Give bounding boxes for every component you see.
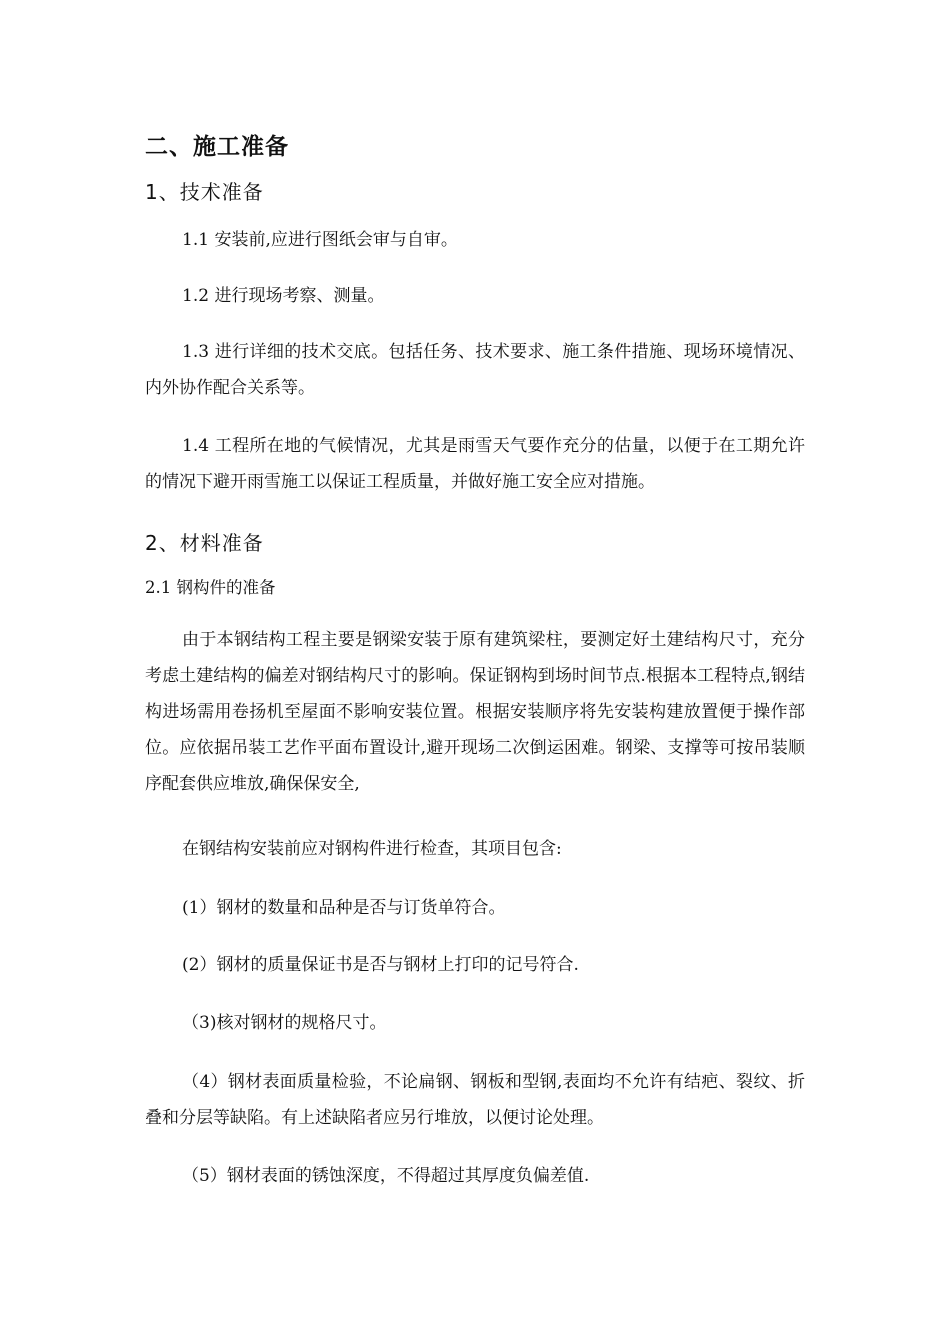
subsection-heading-materials: 2、材料准备 (145, 531, 264, 555)
paragraph-materials-body: 由于本钢结构工程主要是钢梁安装于原有建筑梁柱，要测定好土建结构尺寸，充分考虑土建结构的偏差对钢结构尺寸的影响。保证钢构到场时间节点.根据本工程特点,钢结构进场需用卷扬机至屋面不影响安装位置。根据安装顺序将先安装构建放置便于操作部位。应依据吊装工艺作平面布置设计,避开现场二次倒运困难。钢梁、支撑等可按吊装顺序配套供应堆放,确保保安全, (145, 630, 805, 794)
check-item-2: (2）钢材的质量保证书是否与钢材上打印的记号符合. (182, 955, 579, 975)
check-item-1: (1）钢材的数量和品种是否与订货单符合。 (182, 898, 506, 918)
section-title: 二、施工准备 (145, 134, 289, 160)
subsection-heading-2-1: 2.1 钢构件的准备 (145, 578, 276, 597)
paragraph-1-1: 1.1 安装前,应进行图纸会审与自审。 (182, 230, 458, 250)
check-item-4: （4）钢材表面质量检验，不论扁钢、钢板和型钢,表面均不允许有结疤、裂纹、折叠和分层等缺陷。有上述缺陷者应另行堆放，以便讨论处理。 (145, 1072, 805, 1128)
paragraph-1-4: 1.4 工程所在地的气候情况，尤其是雨雪天气要作充分的估量，以便于在工期允许的情况下避开雨雪施工以保证工程质量，并做好施工安全应对措施。 (145, 436, 805, 492)
check-item-5: （5）钢材表面的锈蚀深度，不得超过其厚度负偏差值. (182, 1166, 590, 1186)
paragraph-check-intro: 在钢结构安装前应对钢构件进行检查，其项目包含: (182, 839, 562, 859)
check-item-3: （3)核对钢材的规格尺寸。 (182, 1013, 387, 1033)
paragraph-1-3: 1.3 进行详细的技术交底。包括任务、技术要求、施工条件措施、现场环境情况、内外协作配合关系等。 (145, 342, 805, 398)
subsection-heading-technical: 1、技术准备 (145, 180, 264, 204)
paragraph-1-2: 1.2 进行现场考察、测量。 (182, 286, 385, 306)
